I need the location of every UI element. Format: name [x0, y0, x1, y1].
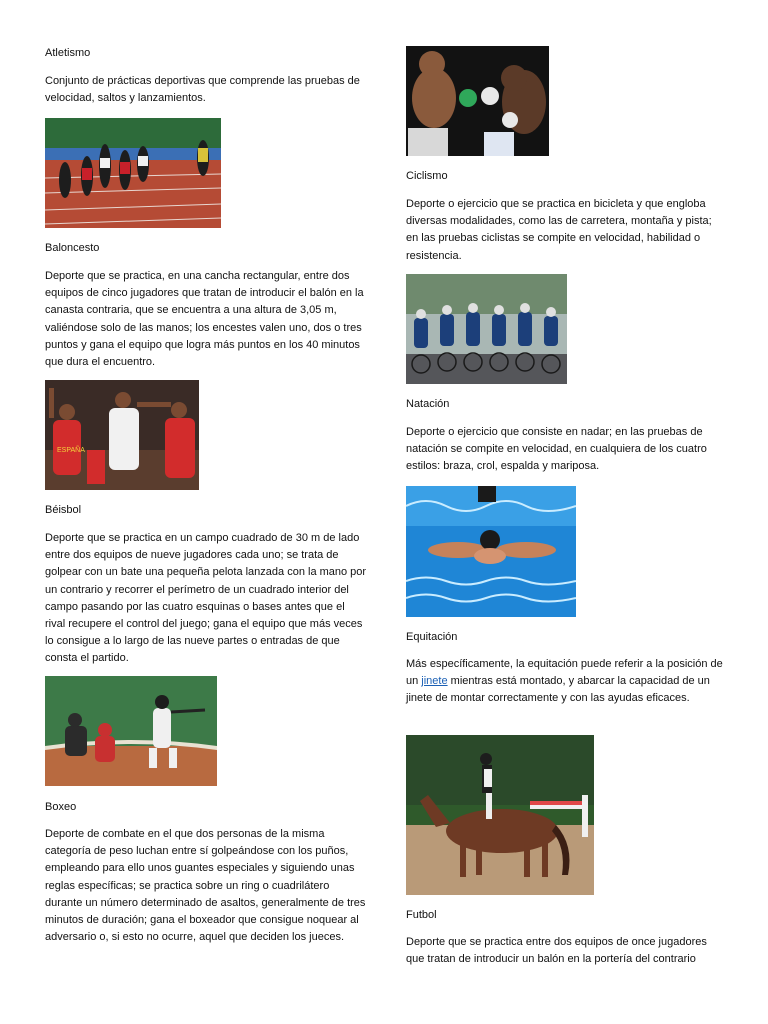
- ciclismo-paragraph: Deporte o ejercicio que se practica en bicicleta y que engloba diversas modalidades, como las de carretera, montaña y pista; en las pruebas ciclistas se compite en velocidad, habilidad o resistencia.: [406, 198, 712, 262]
- futbol-paragraph: Deporte que se practica entre dos equipos de once jugadores que tratan de introducir un balón en la portería del contrario: [406, 936, 707, 966]
- beisbol-paragraph: Deporte que se practica en un campo cuadrado de 30 m de lado entre dos equipos de nueve jugadores cada uno; se trata de golpear con un bate una pequeña pelota lanzada con la mano por un contrario y recorrer el perímetro de un cuadrado interior del campo pasando por las cuatro esquinas o bases antes que el rival recupere el control del juego; gana el equipo que más veces lo consigue a lo largo de las nueve partes o entradas de que consta el partido.: [45, 532, 367, 665]
- swimming-photo: [406, 486, 576, 617]
- boxeo-paragraph: Deporte de combate en el que dos personas de la misma categoría de peso luchan entre sí golpeándose con los puños, empleando para ello unos guantes especiales y siguiendo unas reglas específicas; se practica sobre un ring o cuadrilátero durante un número determinado de asaltos, generalmente de tres minutos de duración; gana el boxeador que consigue noquear al adversario o, si esto no ocurre, aquel que deciden los jueces.: [45, 828, 366, 944]
- equitacion-text-after: mientras está montado, y abarcar la capacidad de un jinete de montar correctamente y con las ayudas eficaces.: [406, 675, 710, 705]
- atletismo-paragraph: Conjunto de prácticas deportivas que comprende las pruebas de velocidad, saltos y lanzamientos.: [45, 75, 360, 105]
- beisbol-heading: Béisbol: [45, 504, 82, 516]
- baloncesto-heading: Baloncesto: [45, 242, 100, 254]
- baseball-photo: [45, 676, 217, 786]
- atletismo-heading: Atletismo: [45, 47, 91, 59]
- futbol-heading: Futbol: [406, 909, 437, 921]
- basketball-photo: [45, 380, 199, 490]
- cycling-photo: [406, 274, 567, 384]
- svg-text:ESPAÑA: ESPAÑA: [57, 447, 85, 454]
- baloncesto-paragraph: Deporte que se practica, en una cancha rectangular, entre dos equipos de cinco jugadores que tratan de introducir el balón en la canasta contraria, que se encuentra a una altura de 3,05 m, valiéndose solo de las manos; los encestes valen uno, dos o tres puntos y gana el equipo que logra más puntos en los 40 minutos que dura el encuentro.: [45, 270, 364, 369]
- equitacion-paragraph: [406, 656, 726, 708]
- natacion-paragraph: Deporte o ejercicio que consiste en nadar; en las pruebas de natación se compite en velocidad, en cualquiera de los cuatro estilos: braza, crol, espalda y mariposa.: [406, 426, 707, 473]
- equitacion-heading: Equitación: [406, 631, 458, 643]
- equestrian-photo: [406, 735, 594, 895]
- boxeo-heading: Boxeo: [45, 801, 77, 813]
- equitacion-text-before: Más específicamente, la equitación puede referir a la posición de un: [406, 658, 723, 688]
- running-track-photo: [45, 118, 221, 228]
- jinete-link[interactable]: jinete: [421, 675, 448, 688]
- natacion-heading: Natación: [406, 398, 450, 410]
- ciclismo-heading: Ciclismo: [406, 170, 448, 182]
- boxing-photo: [406, 46, 549, 156]
